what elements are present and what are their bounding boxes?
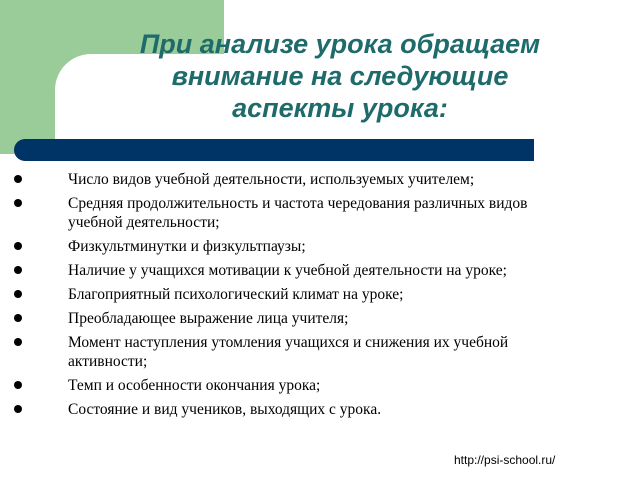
title-line-3: аспекты урока:: [232, 93, 448, 123]
list-item-text: Средняя продолжительность и частота чередования различных видов учебной деятельности;: [68, 195, 528, 231]
title-line-2: внимание на следующие: [171, 61, 509, 91]
bullet-dot-icon: [14, 266, 22, 274]
list-item-text: Благоприятный психологический климат на уроке;: [68, 286, 404, 303]
bullet-dot-icon: [14, 290, 22, 298]
list-item: [10, 170, 580, 189]
bullet-dot-icon: [14, 338, 22, 346]
list-item: [10, 400, 580, 419]
list-item: [10, 376, 580, 395]
green-left-strip: [0, 0, 55, 154]
title-line-1: При анализе урока обращаем: [139, 29, 541, 59]
list-item-text: Число видов учебной деятельности, используемых учителем;: [68, 171, 475, 188]
slide-title: [90, 28, 590, 124]
list-item: [10, 261, 580, 280]
list-item: [10, 194, 580, 232]
list-item-text: Состояние и вид учеников, выходящих с урока.: [68, 401, 382, 418]
list-item-text: Наличие у учащихся мотивации к учебной деятельности на уроке;: [68, 262, 507, 279]
bullet-dot-icon: [14, 199, 22, 207]
bullet-dot-icon: [14, 405, 22, 413]
list-item-text: Физкультминутки и физкультпаузы;: [68, 238, 306, 255]
bullet-list: [10, 170, 580, 424]
bullet-dot-icon: [14, 242, 22, 250]
list-item: [10, 237, 580, 256]
footer-url[interactable]: http://psi-school.ru/: [454, 453, 556, 467]
list-item: [10, 333, 580, 371]
bullet-dot-icon: [14, 381, 22, 389]
bullet-dot-icon: [14, 314, 22, 322]
list-item-text: Момент наступления утомления учащихся и снижения их учебной активности;: [68, 334, 509, 370]
bullet-dot-icon: [14, 175, 22, 183]
list-item-text: Темп и особенности окончания урока;: [68, 377, 321, 394]
title-underline-bar: [14, 139, 534, 161]
list-item-text: Преобладающее выражение лица учителя;: [68, 310, 349, 327]
list-item: [10, 285, 580, 304]
list-item: [10, 309, 580, 328]
